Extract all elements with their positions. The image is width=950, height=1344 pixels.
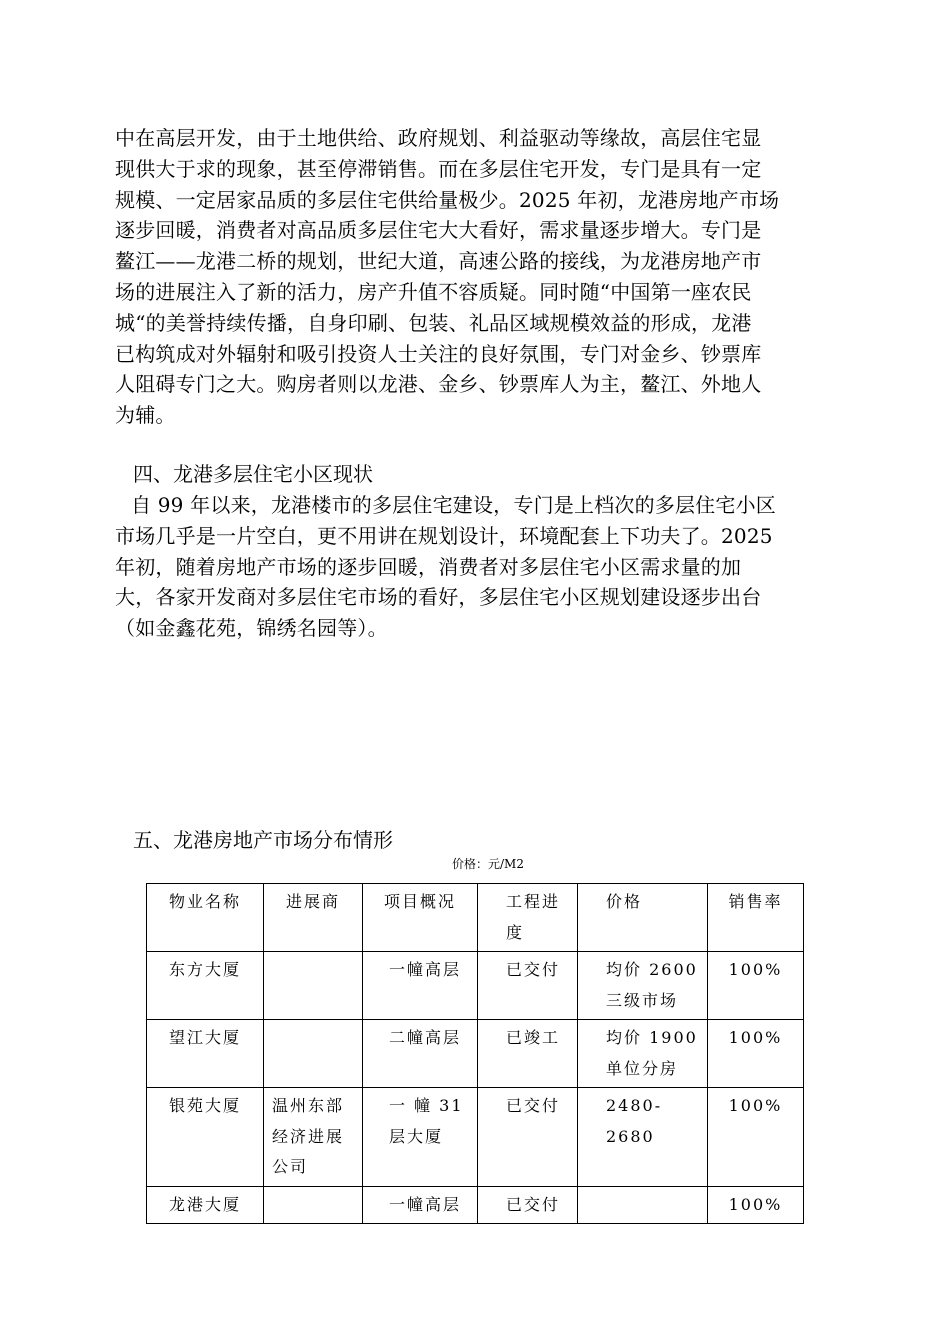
market-distribution-table: [146, 883, 804, 1224]
table-row: [147, 1088, 804, 1187]
cell-developer: 温州东部 经济进展 公司: [264, 1088, 363, 1187]
cell-overview: 一 幢 31 层大厦: [363, 1088, 478, 1187]
cell-name: 望江大厦: [147, 1020, 264, 1088]
paragraph-line: 已构筑成对外辐射和吸引投资人士关注的良好氛围，专门对金乡、钞票库: [115, 341, 762, 366]
paragraph-line: 大，各家开发商对多层住宅市场的看好，多层住宅小区规划建设逐步出台: [115, 585, 762, 610]
section4-heading: 四、龙港多层住宅小区现状: [133, 462, 373, 486]
paragraph-line: 城“的美誉持续传播，自身印刷、包装、礼品区域规模效益的形成，龙港: [115, 310, 752, 335]
cell-sales-rate: 100%: [708, 1020, 804, 1088]
price-unit-note: 价格：元/M2: [452, 857, 524, 871]
header-sales-rate: 销售率: [708, 884, 804, 952]
cell-name: 东方大厦: [147, 952, 264, 1020]
cell-progress: 已竣工: [478, 1020, 578, 1088]
cell-overview: 二幢高层: [363, 1020, 478, 1088]
paragraph-line: 规模、一定居家品质的多层住宅供给量极少。2025 年初，龙港房地产市场: [115, 187, 780, 212]
paragraph-line: 为辅。: [115, 403, 176, 428]
cell-progress: 已交付: [478, 1088, 578, 1187]
table-row: [147, 1186, 804, 1224]
table-header-row: [147, 884, 804, 952]
table-row: [147, 952, 804, 1020]
cell-name: 龙港大厦: [147, 1186, 264, 1224]
paragraph-line: 逐步回暖，消费者对高品质多层住宅大大看好，需求量逐步增大。专门是: [115, 218, 762, 243]
cell-price: 均价 2600 三级市场: [578, 952, 708, 1020]
section4-paragraph: [115, 490, 831, 644]
section3-paragraph: [115, 123, 831, 431]
paragraph-line: 场的进展注入了新的活力，房产升值不容质疑。同时随“中国第一座农民: [115, 279, 752, 304]
cell-progress: 已交付: [478, 952, 578, 1020]
section5-heading: 五、龙港房地产市场分布情形: [133, 828, 393, 852]
paragraph-line: 自 99 年以来，龙港楼市的多层住宅建设，专门是上档次的多层住宅小区: [131, 493, 776, 517]
header-name: 物业名称: [147, 884, 264, 952]
cell-developer: [264, 952, 363, 1020]
cell-sales-rate: 100%: [708, 952, 804, 1020]
cell-sales-rate: 100%: [708, 1186, 804, 1224]
header-overview: 项目概况: [363, 884, 478, 952]
paragraph-line: 年初，随着房地产市场的逐步回暖，消费者对多层住宅小区需求量的加: [115, 554, 742, 579]
paragraph-line: 中在高层开发，由于土地供给、政府规划、利益驱动等缘故，高层住宅显: [115, 126, 762, 150]
header-developer: 进展商: [264, 884, 363, 952]
header-price: 价格: [578, 884, 708, 952]
cell-name: 银苑大厦: [147, 1088, 264, 1187]
paragraph-line: 人阻碍专门之大。购房者则以龙港、金乡、钞票库人为主，鳌江、外地人: [115, 372, 762, 397]
paragraph-line: 市场几乎是一片空白，更不用讲在规划设计，环境配套上下功夫了。2025: [115, 523, 773, 548]
cell-overview: 一幢高层: [363, 952, 478, 1020]
paragraph-line: 现供大于求的现象，甚至停滞销售。而在多层住宅开发，专门是具有一定: [115, 156, 762, 181]
cell-progress: 已交付: [478, 1186, 578, 1224]
cell-sales-rate: 100%: [708, 1088, 804, 1187]
paragraph-line: 鳌江——龙港二桥的规划，世纪大道，高速公路的接线，为龙港房地产市: [115, 249, 762, 274]
cell-developer: [264, 1186, 363, 1224]
cell-developer: [264, 1020, 363, 1088]
cell-overview: 一幢高层: [363, 1186, 478, 1224]
paragraph-line: （如金鑫花苑，锦绣名园等）。: [115, 616, 388, 641]
table-row: [147, 1020, 804, 1088]
cell-price: 均价 1900 单位分房: [578, 1020, 708, 1088]
cell-price: 2480-2680: [578, 1088, 708, 1187]
header-progress: 工程进 度: [478, 884, 578, 952]
cell-price: [578, 1186, 708, 1224]
